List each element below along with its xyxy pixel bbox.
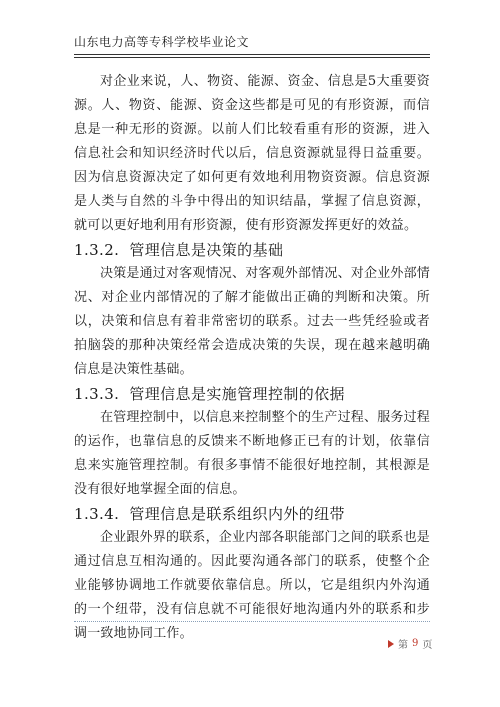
footer-divider [74,621,430,622]
section-title: 管理信息是实施管理控制的依据 [129,385,345,403]
section-heading [74,382,430,406]
section-number: 1.3.2. [74,241,120,259]
page-prefix: 第 [398,640,408,651]
section-heading [74,238,430,262]
document-body [74,70,430,646]
section-title: 管理信息是决策的基础 [129,241,284,259]
header-title: 山东电力高等专科学校毕业论文 [74,35,250,49]
page-digit: 9 [412,638,419,649]
section-paragraph: 决策是通过对客观情况、对客观外部情况、对企业外部情况、对企业内部情况的了解才能做出正确的判断和决策。所以，决策和信息有着非常密切的联系。过去一些凭经验或者拍脑袋的那种决策经常会造成决策的失误，现在越来越明确信息是决策性基础。 [74,266,431,377]
triangle-marker-icon [388,640,394,648]
section-paragraph: 在管理控制中，以信息来控制整个的生产过程、服务过程的运作，也靠信息的反馈来不断地修正已有的计划，依靠信息来实施管理控制。有很多事情不能很好地控制，其根源是没有很好地掌握全面的信息。 [74,410,431,497]
intro-paragraph: 对企业来说，人、物资、能源、资金、信息是5大重要资源。人、物资、能源、资金这些都是可见的有形资源，而信息是一种无形的资源。以前人们比较看重有形的资源，进入信息社会和知识经济时代以后，信息资源就显得日益重要。因为信息资源决定了如何更有效地利用物资资源。信息资源是人类与自然的斗争中得出的知识结晶，掌握了信息资源，就可以更好地利用有形资源，使有形资源发挥更好的效益。 [74,74,430,233]
page-suffix: 页 [422,640,433,651]
section-title: 管理信息是联系组织内外的纽带 [129,505,345,523]
section-number: 1.3.4. [74,505,120,523]
section-heading [74,502,430,526]
section-number: 1.3.3. [74,385,120,403]
page-header [74,34,430,55]
section-paragraph: 企业跟外界的联系，企业内部各职能部门之间的联系也是通过信息互相沟通的。因此要沟通各部门的联系，使整个企业能够协调地工作就要依靠信息。所以，它是组织内外沟通的一个纽带，没有信息就不可能很好地沟通内外的联系和步调一致地协同工作。 [74,530,431,641]
page-number [388,636,432,651]
